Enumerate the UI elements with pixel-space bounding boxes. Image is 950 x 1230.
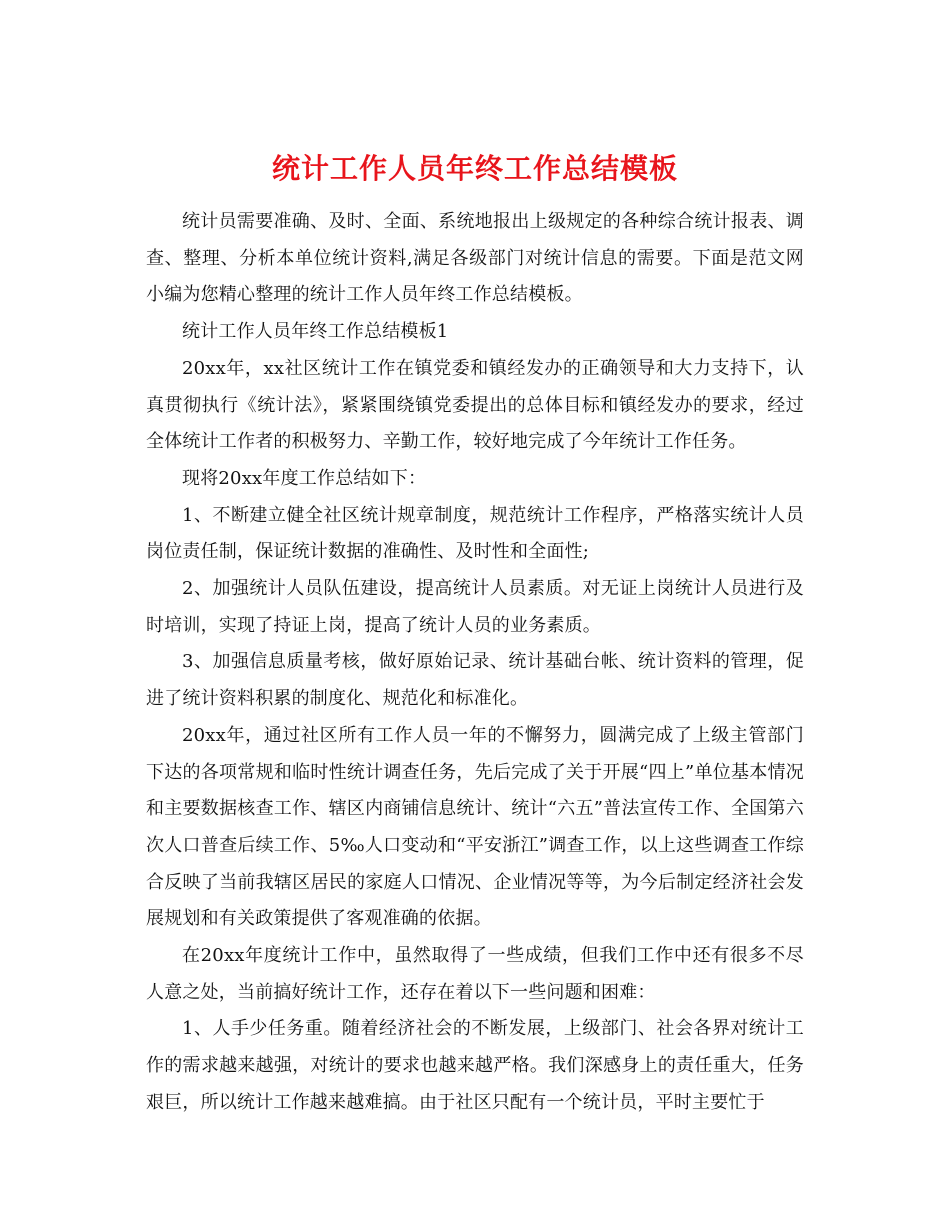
paragraph-item-1: 1、不断建立健全社区统计规章制度，规范统计工作程序，严格落实统计人员岗位责任制，保证统计数据的准确性、及时性和全面性; (146, 504, 804, 563)
paragraph-section-heading: 统计工作人员年终工作总结模板1 (182, 321, 449, 343)
paragraph-problem-1: 1、人手少任务重。随着经济社会的不断发展，上级部门、社会各界对统计工作的需求越来越强，对统计的要求也越来越严格。我们深感身上的责任重大，任务艰巨，所以统计工作越来越难搞。由于社区只配有一个统计员，平时主要忙于 (146, 1018, 804, 1113)
paragraph-item-2: 2、加强统计人员队伍建设，提高统计人员素质。对无证上岗统计人员进行及时培训，实现了持证上岗，提高了统计人员的业务素质。 (146, 578, 804, 636)
paragraph-problems-lead: 在20xx年度统计工作中，虽然取得了一些成绩，但我们工作中还有很多不尽人意之处，当前搞好统计工作，还存在着以下一些问题和困难： (146, 945, 804, 1003)
document-title: 统计工作人员年终工作总结模板 (271, 151, 678, 185)
paragraph-item-3: 3、加强信息质量考核，做好原始记录、统计基础台帐、统计资料的管理，促进了统计资料积累的制度化、规范化和标准化。 (146, 651, 804, 710)
paragraph-intro: 统计员需要准确、及时、全面、系统地报出上级规定的各种综合统计报表、调查、整理、分析本单位统计资料,满足各级部门对统计信息的需要。下面是范文网小编为您精心整理的统计工作人员年终工作总结模板。 (146, 211, 804, 306)
paragraph-achievements: 20xx年，通过社区所有工作人员一年的不懈努力，圆满完成了上级主管部门下达的各项常规和临时性统计调查任务，先后完成了关于开展“四上”单位基本情况和主要数据核查工作、辖区内商铺信息统计、统计“六五”普法宣传工作、全国第六次人口普查后续工作、5‰人口变动和“平安浙江”调查工作，以上这些调查工作综合反映了当前我辖区居民的家庭人口情况、企业情况等等，为今后制定经济社会发展规划和有关政策提供了客观准确的依据。 (146, 724, 804, 930)
paragraph-summary-lead: 现将20xx年度工作总结如下： (182, 467, 427, 489)
document-body (146, 204, 804, 1122)
paragraph-overview: 20xx年，xx社区统计工作在镇党委和镇经发办的正确领导和大力支持下，认真贯彻执行《统计法》，紧紧围绕镇党委提出的总体目标和镇经发办的要求，经过全体统计工作者的积极努力、辛勤工作，较好地完成了今年统计工作任务。 (146, 357, 804, 453)
